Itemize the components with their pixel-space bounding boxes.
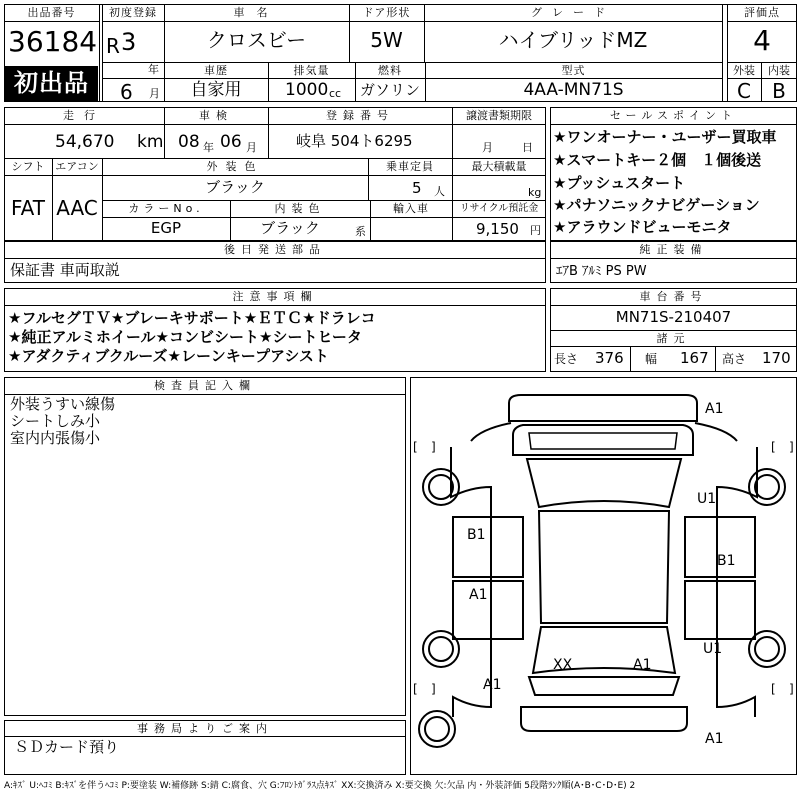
chassis-label: 車台番号: [639, 290, 708, 303]
exterior-color: ブラック: [205, 178, 265, 196]
displacement: 1000: [285, 80, 329, 100]
inspection-label: 車検: [199, 109, 233, 122]
svg-text:]: ]: [789, 682, 794, 696]
max-load-label: 最大積載量: [471, 160, 527, 173]
damage-mark: B1: [467, 527, 486, 543]
car-name: クロスビー: [206, 28, 307, 52]
sales-point: ★スマートキー２個 １個後送: [553, 151, 762, 169]
interior-grade: B: [772, 79, 786, 103]
door-label: ドア形状: [362, 6, 411, 19]
bracket-marks: [413, 440, 794, 696]
era: R: [106, 34, 120, 58]
note-line: ★純正アルミホイール★コンビシート★シートヒータ: [8, 328, 362, 346]
sales-point: ★パナソニックナビゲーション: [553, 196, 760, 214]
width-value: 167: [680, 349, 709, 367]
interior-color-suffix: 系: [355, 225, 366, 238]
registration-number: 岐阜 504ト6295: [296, 132, 413, 150]
import-label: 輸入車: [393, 202, 429, 215]
interior-color-label: 内装色: [274, 202, 326, 215]
interior-color: ブラック: [260, 219, 320, 237]
transfer-month-unit: 月: [482, 141, 493, 154]
damage-legend: A:ｷｽﾞ U:ﾍｺﾐ B:ｷｽﾞを伴うﾍｺﾐ P:要塗装 W:補修跡 S:錆 C:腐食、穴 G:ﾌﾛﾝﾄｶﾞﾗｽ点ｷｽﾞ XX:交換済み X:要交換 欠:欠品 内・外装評価 5段階ﾗﾝｸ順(A･B･C･D･E) 2: [4, 781, 636, 791]
recycle-label: リサイクル預託金: [459, 203, 539, 214]
front-bumper: [509, 395, 697, 421]
inspection-year: 08: [178, 132, 200, 152]
rear-hatch: [529, 677, 679, 695]
mileage-label: 走行: [63, 109, 105, 122]
length-label: 長さ: [554, 352, 579, 366]
recycle-deposit: 9,150: [476, 220, 519, 238]
sales-point: ★アラウンドビューモニタ: [553, 218, 732, 236]
damage-mark: XX: [553, 657, 573, 673]
grade-label: グレード: [531, 6, 615, 19]
svg-text:[: [: [413, 440, 418, 454]
rear-bumper: [521, 707, 687, 731]
body-outline: [451, 423, 757, 717]
sales-point: ★プッシュスタート: [553, 174, 686, 192]
inspector-line: シートしみ小: [10, 412, 101, 430]
inspector-label: 検査員記入欄: [154, 379, 256, 392]
lot-number: 36184: [8, 25, 98, 58]
damage-mark: U1: [703, 641, 723, 657]
roof: [539, 511, 669, 623]
length-value: 376: [595, 349, 624, 367]
model-label: 型式: [561, 64, 586, 77]
exterior-grade-label: 外装: [733, 64, 755, 77]
color-number: EGP: [150, 219, 182, 237]
equipment-value: ｴｱB ｱﾙﾐ PS PW: [556, 264, 647, 279]
later-parts-label: 後日発送部品: [224, 243, 326, 256]
equipment-label: 純正装備: [639, 243, 708, 256]
history: 自家用: [190, 80, 242, 100]
shift: FAT: [10, 196, 45, 220]
displacement-label: 排気量: [293, 64, 330, 77]
first-listing-text: 初出品: [14, 69, 89, 97]
mileage-unit: km: [137, 132, 164, 152]
capacity-label: 乗車定員: [386, 160, 434, 173]
damage-mark: A1: [705, 731, 724, 747]
first-registration-label: 初度登録: [109, 6, 157, 19]
inspector-line: 室内内張傷小: [10, 429, 101, 447]
svg-text:[: [: [771, 440, 776, 454]
chassis-number: MN71S-210407: [615, 308, 732, 326]
damage-mark: B1: [717, 553, 736, 569]
ac-label: エアコン: [55, 160, 99, 173]
damage-mark: A1: [705, 401, 724, 417]
grille: [529, 433, 677, 449]
displacement-unit: cc: [329, 87, 342, 100]
transfer-deadline-label: 譲渡書類期限: [466, 109, 532, 122]
dimensions-label: 諸元: [656, 332, 691, 345]
car-name-label: 車名: [233, 6, 280, 19]
lot-number-label: 出品番号: [27, 6, 76, 19]
score-label: 評価点: [744, 6, 780, 19]
height-label: 高さ: [722, 352, 747, 366]
air-conditioner: AAC: [56, 196, 98, 220]
history-label: 車歴: [204, 64, 228, 77]
month-unit: 月: [149, 87, 160, 100]
first-registration-month: 6: [120, 80, 133, 104]
left-door-rear: [453, 581, 523, 639]
height-value: 170: [762, 349, 791, 367]
svg-text:]: ]: [431, 440, 436, 454]
mileage: 54,670: [55, 132, 115, 152]
svg-text:[: [: [413, 682, 418, 696]
shift-label: シフト: [11, 160, 45, 173]
hood: [513, 425, 693, 455]
note-line: ★フルセグＴＶ★ブレーキサポート★ＥＴＣ★ドラレコ: [8, 309, 376, 327]
recycle-unit: 円: [530, 224, 541, 237]
inspection-year-unit: 年: [203, 141, 214, 154]
office-value: ＳＤカード預り: [14, 738, 120, 756]
grade: ハイブリッドMZ: [498, 28, 648, 52]
sales-point: ★ワンオーナー・ユーザー買取車: [553, 128, 777, 146]
transfer-day-unit: 日: [522, 141, 533, 154]
width-label: 幅: [645, 352, 658, 366]
left-door-front: [453, 517, 523, 577]
score: 4: [753, 24, 771, 57]
later-parts-value: 保証書 車両取説: [10, 261, 120, 279]
svg-text:[: [: [771, 682, 776, 696]
color-number-label: カラーNo.: [128, 202, 204, 215]
inspection-month: 06: [220, 132, 242, 152]
first-registration-year: 3: [121, 28, 137, 56]
sales-points-label: セールスポイント: [609, 109, 737, 122]
right-door-rear: [685, 581, 755, 639]
damage-mark: A1: [633, 657, 652, 673]
office-label: 事務局よりご案内: [137, 722, 273, 735]
inspector-line: 外装うすい線傷: [10, 395, 116, 413]
damage-mark: U1: [697, 491, 717, 507]
fuel: ガソリン: [359, 81, 420, 99]
year-unit: 年: [148, 63, 159, 76]
inspection-month-unit: 月: [246, 141, 257, 154]
interior-grade-label: 内装: [768, 64, 790, 77]
damage-mark: A1: [469, 587, 488, 603]
fuel-label: 燃料: [378, 64, 402, 77]
exterior-color-label: 外装色: [206, 160, 264, 173]
exterior-grade: C: [737, 79, 751, 103]
windshield: [527, 459, 681, 507]
max-load-unit: kg: [528, 186, 542, 199]
note-line: ★アダクティブクルーズ★レーンキープアシスト: [8, 347, 329, 365]
svg-text:]: ]: [789, 440, 794, 454]
capacity-unit: 人: [434, 185, 445, 198]
registration-label: 登録番号: [326, 109, 394, 122]
damage-diagram: [411, 377, 797, 775]
capacity: 5: [412, 179, 422, 197]
notes-label: 注意事項欄: [232, 290, 318, 303]
damage-mark: A1: [483, 677, 502, 693]
svg-text:]: ]: [431, 682, 436, 696]
model: 4AA-MN71S: [523, 80, 624, 100]
door: 5W: [370, 28, 403, 52]
